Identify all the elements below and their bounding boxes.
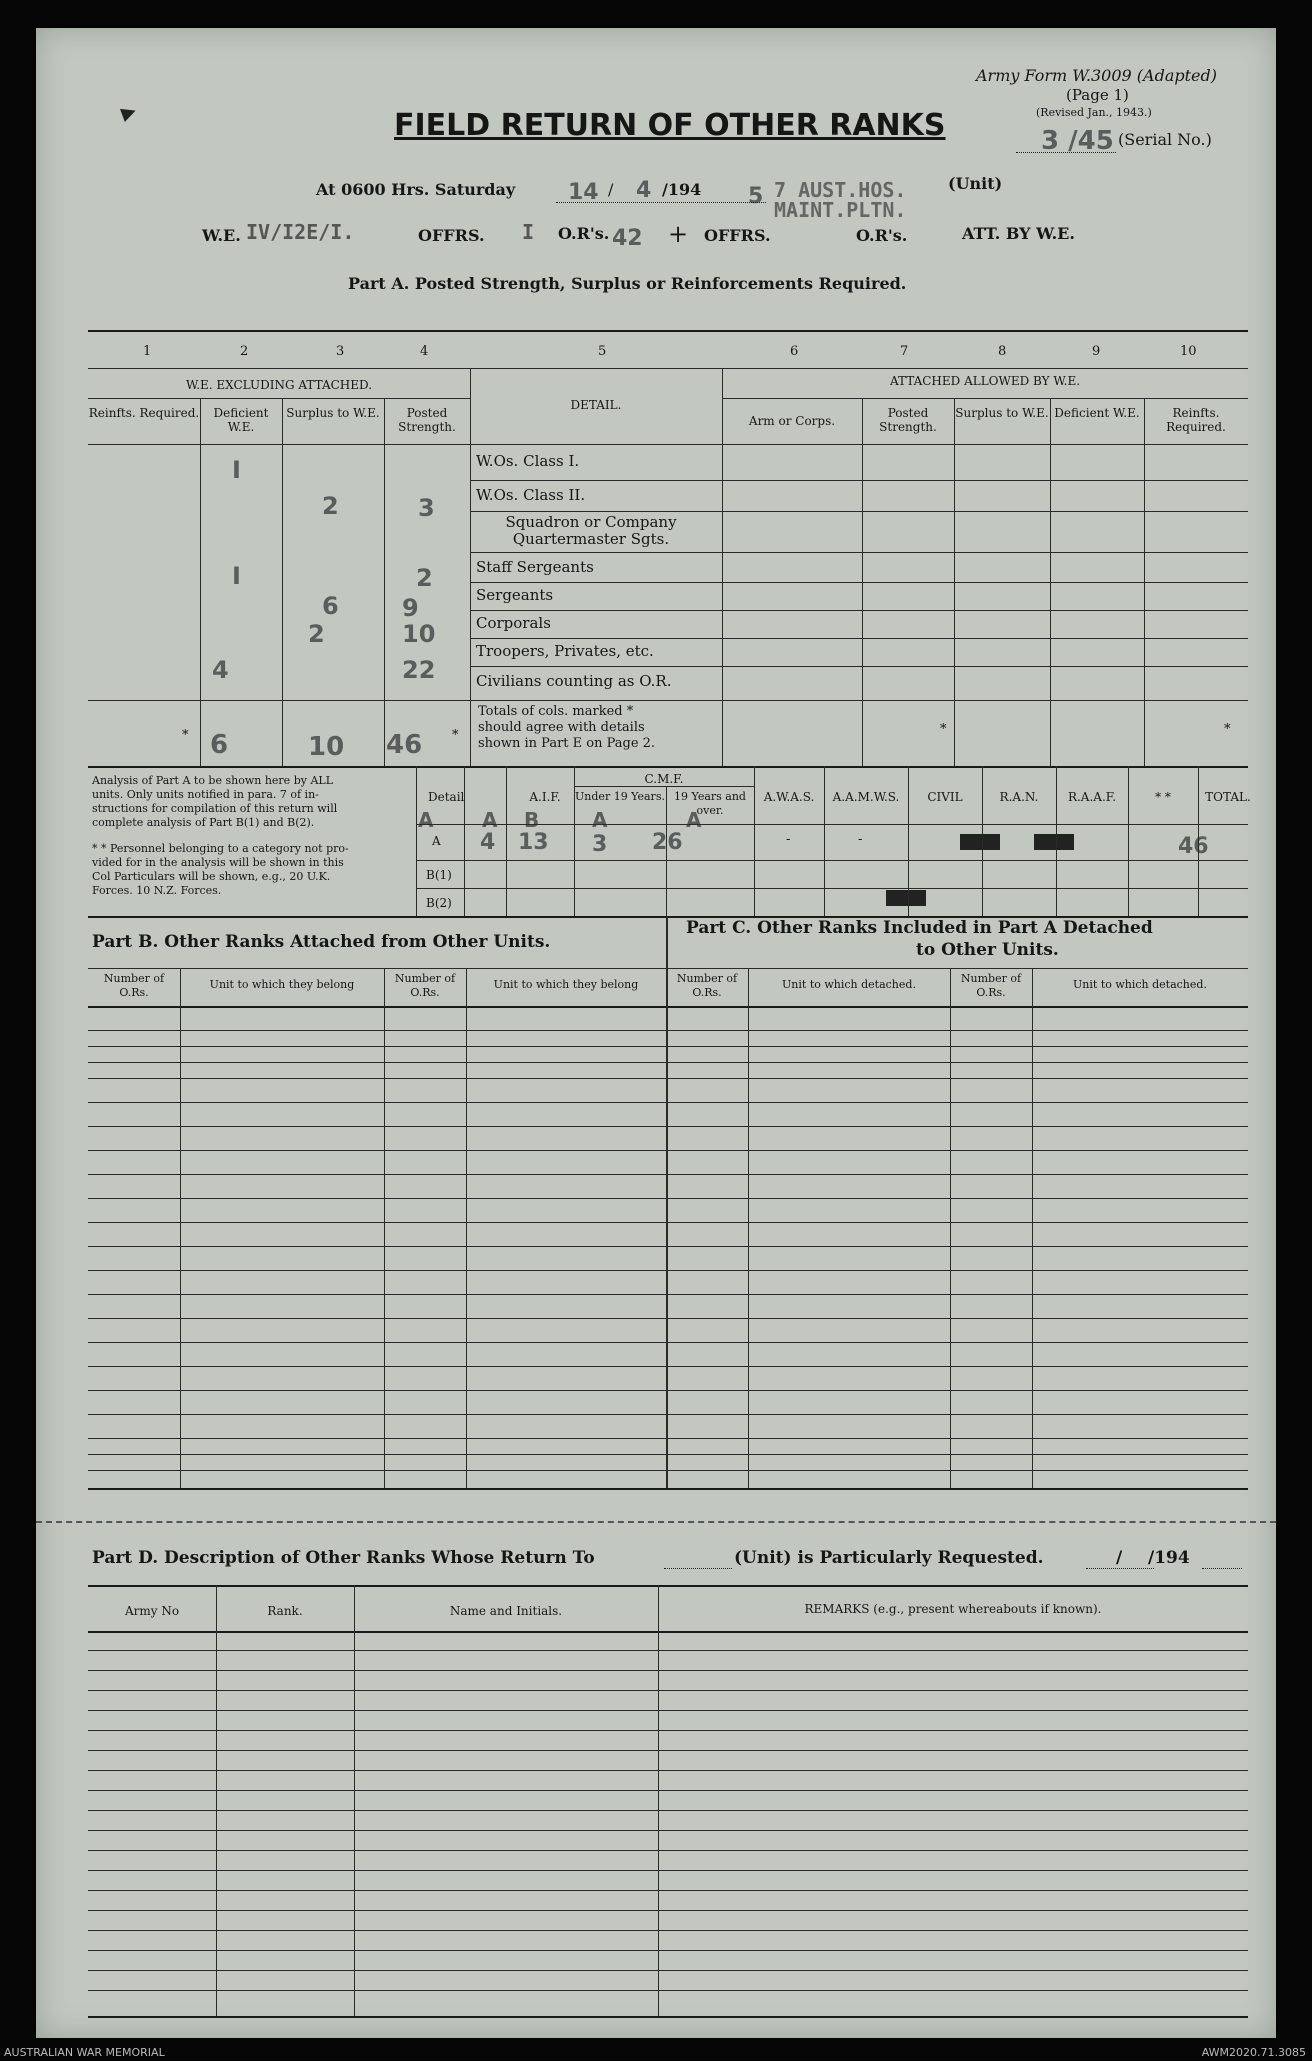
part-a-title: Part A. Posted Strength, Surplus or Reinforcements Required.: [348, 274, 907, 293]
totals-note-line: Totals of cols. marked *: [478, 704, 634, 719]
serial-number: 3 /45: [1041, 126, 1114, 156]
col-number: 2: [240, 344, 249, 359]
under19-header: Under 19 Years.: [575, 790, 665, 803]
hand-mark: A: [592, 808, 608, 832]
hand-mark: A: [418, 808, 434, 832]
totals-note-line: shown in Part E on Page 2.: [478, 736, 656, 751]
col-number: 4: [420, 344, 429, 359]
awas-header: A.W.A.S.: [763, 790, 815, 804]
part-d-header: REMARKS (e.g., present whereabouts if known).: [804, 1602, 1102, 1616]
deficient-header: Deficient W.E.: [213, 406, 269, 434]
aif-header: A.I.F.: [529, 790, 561, 804]
personnel-note: Col Particulars will be shown, e.g., 20 U.K.: [92, 870, 331, 883]
detail-label: Detail: [428, 790, 465, 804]
date-separator: /: [608, 180, 614, 199]
deficient-value: 4: [212, 656, 229, 684]
redaction-civil: [886, 890, 926, 906]
offrs2-label: OFFRS.: [704, 226, 771, 245]
analysis-note: complete analysis of Part B(1) and B(2).: [92, 816, 315, 829]
cmf-label: C.M.F.: [644, 772, 684, 786]
date-month: 4: [636, 178, 652, 203]
totals-star: *: [1224, 722, 1231, 737]
row-label: B(2): [426, 896, 452, 910]
row-label: A: [432, 834, 441, 848]
date-year: 5: [748, 184, 764, 209]
analysis-note: structions for compilation of this return will: [92, 802, 338, 815]
we-excluding-header: W.E. EXCLUDING ATTACHED.: [185, 378, 373, 392]
total-surplus: 10: [308, 732, 345, 762]
page-title: FIELD RETURN OF OTHER RANKS: [394, 108, 946, 143]
ors-value: 42: [612, 226, 643, 251]
form-number: Army Form W.3009 (Adapted): [976, 66, 1218, 85]
we-value: IV/I2E/I.: [246, 220, 355, 244]
personnel-note: * * Personnel belonging to a category not pro-: [92, 842, 349, 855]
hand-mark: A: [482, 808, 498, 832]
posted-value: 22: [402, 656, 436, 684]
row-a-value: 26: [652, 830, 683, 855]
totals-note-line: should agree with details: [478, 720, 645, 735]
part-c-header: Number of O.Rs.: [676, 972, 738, 999]
personnel-note: Forces. 10 N.Z. Forces.: [92, 884, 222, 897]
part-b-header: Unit to which they belong: [493, 978, 639, 991]
part-c-header: Unit to which detached.: [1073, 978, 1207, 991]
unit-stamp-2: MAINT.PLTN.: [774, 198, 907, 222]
part-c-title: Part C. Other Ranks Included in Part A Detached: [686, 918, 1153, 938]
part-d-title-mid: (Unit) is Particularly Requested.: [734, 1548, 1044, 1568]
part-d-year-line: [1202, 1568, 1242, 1569]
unit-label: (Unit): [948, 174, 1003, 193]
detail-row-label: Troopers, Privates, etc.: [476, 642, 654, 660]
att-label: ATT. BY W.E.: [962, 224, 1075, 243]
col-number: 1: [143, 344, 152, 359]
surplus-value: 2: [308, 620, 325, 648]
row-a-value: -: [858, 832, 863, 847]
posted-value: 3: [418, 494, 435, 522]
offrs-value: I: [522, 220, 535, 244]
part-d-date-line: [1086, 1568, 1154, 1569]
deficient-value: I: [232, 456, 241, 484]
part-d-unit-line: [664, 1568, 732, 1569]
unit-stamp-1: 7 AUST.HOS.: [774, 178, 907, 202]
detail-row-label: W.Os. Class I.: [476, 452, 580, 470]
footer-credit: AUSTRALIAN WAR MEMORIAL: [4, 2046, 165, 2059]
part-d-header: Name and Initials.: [449, 1604, 563, 1618]
att-reinfts-header: Reinfts. Required.: [1166, 406, 1226, 434]
date-line: [556, 202, 766, 203]
row-label: B(1): [426, 868, 452, 882]
col-number: 8: [998, 344, 1007, 359]
surplus-value: 2: [322, 492, 339, 520]
detail-row-label: W.Os. Class II.: [476, 486, 586, 504]
col-number: 10: [1180, 344, 1197, 359]
row-a-value: 3: [592, 832, 608, 857]
ran-header: R.A.N.: [999, 790, 1039, 804]
form-revision: (Revised Jan., 1943.): [1036, 106, 1152, 119]
row-a-value: 13: [518, 830, 549, 855]
attached-allowed-header: ATTACHED ALLOWED BY W.E.: [889, 374, 1081, 388]
part-b-header: Unit to which they belong: [209, 978, 355, 991]
arm-header: Arm or Corps.: [748, 414, 836, 428]
detail-row-label: Sergeants: [476, 586, 554, 604]
part-d-title: Part D. Description of Other Ranks Whose Return To: [92, 1548, 595, 1568]
hand-mark: B: [524, 808, 540, 832]
part-b-title: Part B. Other Ranks Attached from Other Units.: [92, 932, 551, 952]
col-number: 7: [900, 344, 909, 359]
part-b-header: Number of O.Rs.: [103, 972, 165, 999]
totals-star: *: [940, 722, 947, 737]
personnel-note: vided for in the analysis will be shown in this: [92, 856, 344, 869]
other-header: * *: [1155, 790, 1171, 804]
surplus-value: 6: [322, 592, 339, 620]
analysis-note: units. Only units notified in para. 7 of in-: [92, 788, 319, 801]
part-d-header: Army No: [124, 1604, 180, 1618]
detail-row-label: Civilians counting as O.R.: [476, 672, 672, 690]
redaction-raaf: [1034, 834, 1074, 850]
total-header: TOTAL.: [1205, 790, 1251, 804]
reinfts-header: Reinfts. Required.: [88, 406, 200, 420]
aamws-header: A.A.M.W.S.: [832, 790, 900, 804]
total-deficient: 6: [210, 730, 229, 760]
posted-header: Posted Strength.: [398, 406, 456, 434]
raaf-header: R.A.A.F.: [1067, 790, 1117, 804]
att-posted-header: Posted Strength.: [879, 406, 937, 434]
serial-label: (Serial No.): [1118, 130, 1212, 149]
part-c-title-2: to Other Units.: [916, 940, 1059, 960]
col-number: 9: [1092, 344, 1101, 359]
surplus-header: Surplus to W.E.: [286, 406, 380, 420]
posted-value: 2: [416, 564, 433, 592]
detail-row-label: Corporals: [476, 614, 551, 632]
ors-label: O.R's.: [558, 224, 610, 243]
offrs-label: OFFRS.: [418, 226, 485, 245]
footer-accession: AWM2020.71.3085: [1201, 2046, 1306, 2059]
part-d-date-sep: /: [1116, 1548, 1123, 1568]
date-year-prefix: /194: [662, 180, 702, 199]
over19-header: 19 Years and over.: [674, 790, 746, 817]
col-number: 5: [598, 344, 607, 359]
analysis-note: Analysis of Part A to be shown here by ALL: [92, 774, 333, 787]
att-deficient-header: Deficient W.E.: [1054, 406, 1140, 420]
row-a-value: -: [786, 832, 791, 847]
date-day: 14: [568, 180, 599, 205]
serial-line: [1016, 152, 1116, 153]
att-surplus-header: Surplus to W.E.: [955, 406, 1049, 420]
col-number: 6: [790, 344, 799, 359]
total-posted: 46: [386, 730, 423, 760]
plus-sign: +: [668, 220, 689, 248]
part-c-header: Unit to which detached.: [782, 978, 916, 991]
col-number: 3: [336, 344, 345, 359]
part-d-header: Rank.: [267, 1604, 303, 1618]
row-a-value: 4: [480, 830, 496, 855]
perforation-line: [36, 1521, 1276, 1523]
totals-star: *: [452, 728, 459, 743]
time-label: At 0600 Hrs. Saturday: [316, 180, 516, 199]
part-c-header: Number of O.Rs.: [960, 972, 1022, 999]
civil-header: CIVIL: [927, 790, 963, 804]
detail-row-label: Staff Sergeants: [476, 558, 594, 576]
detail-header: DETAIL.: [570, 398, 622, 412]
row-a-total: 46: [1178, 834, 1209, 859]
deficient-value: I: [232, 562, 241, 590]
form-page: (Page 1): [1066, 86, 1129, 104]
posted-value: 10: [402, 620, 436, 648]
posted-value: 9: [402, 594, 419, 622]
punch-mark-icon: [120, 104, 138, 122]
form-sheet: [36, 28, 1276, 2038]
redaction-ran: [960, 834, 1000, 850]
ors2-label: O.R's.: [856, 226, 908, 245]
part-d-year: /194: [1148, 1548, 1190, 1568]
hand-mark: A: [686, 808, 702, 832]
totals-star: *: [182, 728, 189, 743]
part-b-header: Number of O.Rs.: [394, 972, 456, 999]
we-label: W.E.: [202, 226, 241, 245]
detail-row-label: Squadron or Company Quartermaster Sgts.: [505, 513, 677, 548]
